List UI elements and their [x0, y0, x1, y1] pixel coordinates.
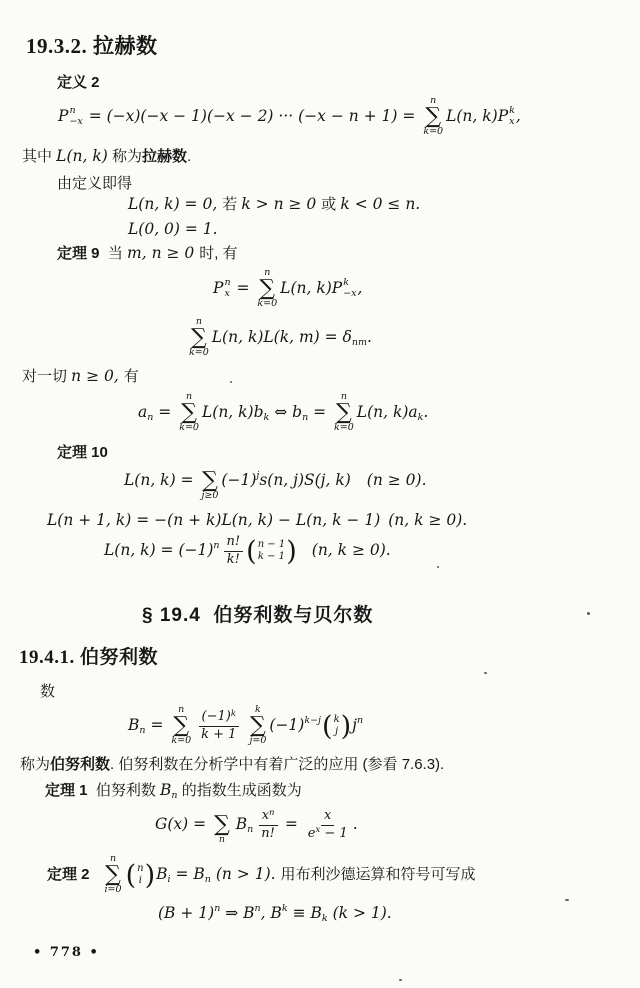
scan-speck [230, 381, 232, 383]
text-called-bernoulli: 称为 伯努利数 . 伯努利数在分析学中有着广泛的应用 (参看 7.6.3). [20, 755, 445, 773]
scan-speck [484, 672, 487, 674]
formula-lah-zero: L(n, k) = 0, 若 k > n ≥ 0 或 k < 0 ≤ n. [128, 195, 421, 214]
formula-orthogonality: n ∑ k=0 L(n, k)L(k, m) = δ nm . [189, 315, 372, 359]
scan-speck [565, 899, 569, 901]
formula-lah-one: L(0, 0) = 1. [128, 220, 218, 239]
definition-2-label: 定义 2 [57, 74, 100, 91]
text-from-definition: 由定义即得 [57, 175, 133, 192]
text-for-all-n: 对一切 n ≥ 0, 有 [22, 367, 139, 386]
formula-p-expansion: P n x = n ∑ k=0 L(n, k)P k −x , [213, 266, 363, 310]
subsection-heading: 19.4.1. 伯努利数 [19, 647, 159, 668]
scan-speck [399, 979, 402, 981]
formula-bernoulli-definition: B n = n ∑ k=0 (−1) k k + 1 k ∑ j=0 (−1) k−j ( k j ) j n [128, 703, 364, 747]
scan-speck [437, 566, 439, 568]
formula-generating-function: G(x) = ∑ n B n x n n! = x e x − 1 . [155, 807, 358, 846]
theorem-2-line: 定理 2 n ∑ i=0 ( n i ) B i = B n (n > 1). 用布利沙德运算和符号可写成 [47, 852, 476, 896]
section-heading: 19.3.2. 拉赫数 [26, 34, 158, 58]
scan-speck [587, 612, 590, 615]
formula-blissard-notation: (B + 1) n ⇒ B n , B k ≡ B k (k > 1). [158, 903, 392, 925]
formula-lah-stirling: L(n, k) = ∑ j≥0 (−1) j s(n, j)S(j, k) (n ≥ 0). [124, 467, 427, 502]
text-where-lah: 其中 L(n, k) 称为 拉赫数 . [22, 147, 192, 166]
formula-lah-recurrence: L(n + 1, k) = −(n + k)L(n, k) − L(n, k − 1) (n, k ≥ 0). [47, 511, 468, 530]
theorem-10-label: 定理 10 [57, 444, 108, 461]
chapter-heading: § 19.4 伯努利数与贝尔数 [142, 605, 374, 626]
text-number-label: 数 [40, 683, 56, 700]
theorem-1-line: 定理 1 伯努利数 B n 的指数生成函数为 [45, 781, 302, 802]
formula-lah-closed-form: L(n, k) = (−1) n $\frac{n!}{k!}$ ( n − 1 k − 1 ) (n, k ≥ 0). [104, 533, 391, 567]
formula-lah-definition: P n −x = (−x)(−x − 1)(−x − 2) ··· (−x − n + 1) = n ∑ k=0 L(n, k)P k x , [58, 94, 521, 138]
page-number: • 778 • [33, 945, 100, 960]
theorem-9-line: 定理 9 当 m, n ≥ 0 时, 有 [57, 244, 238, 263]
formula-inversion-pair: a n = n ∑ k=0 L(n, k)b k ⇔ b n = n ∑ k=0 L(n, k)a k . [138, 390, 429, 434]
